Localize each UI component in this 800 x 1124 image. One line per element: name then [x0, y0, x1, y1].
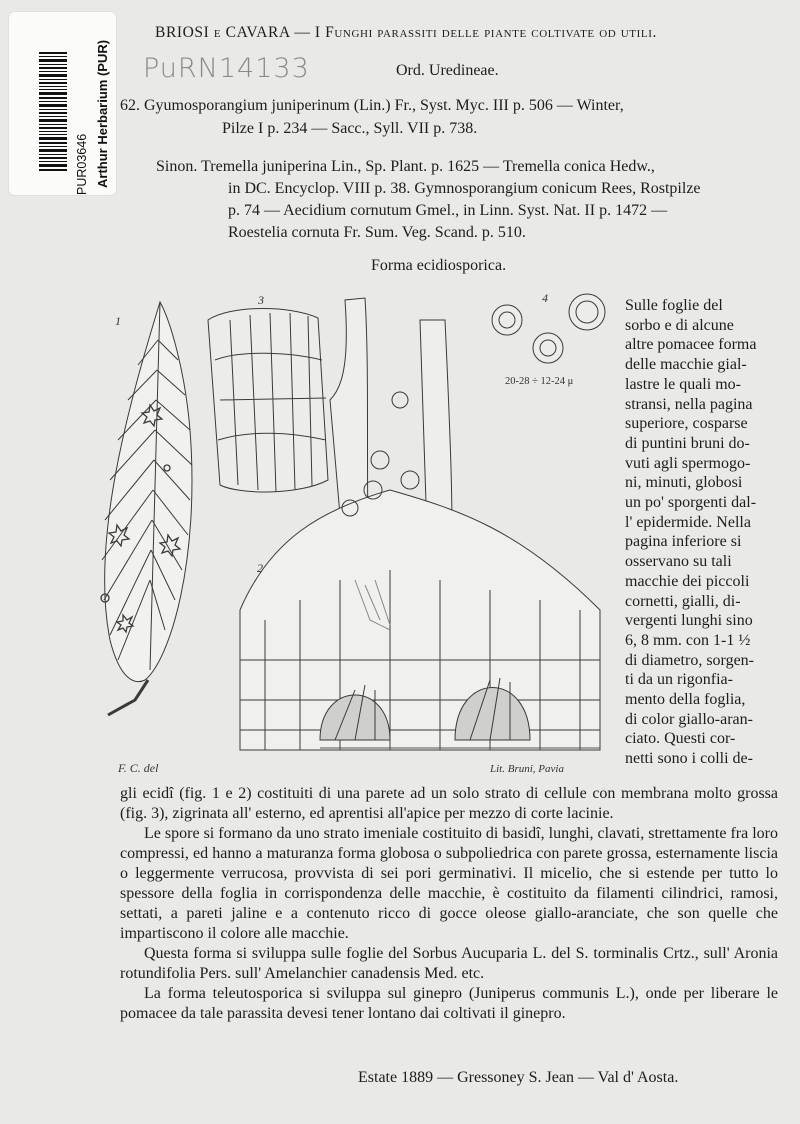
side-line: ni, minuti, globosi [625, 474, 743, 492]
side-line: mento della foglia, [625, 691, 746, 709]
artist-credit: F. C. del [118, 761, 159, 775]
side-line: l' epidermide. Nella [625, 513, 751, 531]
side-line: un po' sporgenti dal- [625, 494, 757, 512]
entry-number: 62. [120, 97, 140, 114]
body-text [120, 784, 778, 1024]
side-line: delle macchie gial- [625, 356, 747, 374]
running-title-text: BRIOSI e CAVARA — I Funghi parassiti delle piante coltivate od utili. [155, 24, 657, 41]
side-line: altre pomacee forma [625, 336, 757, 354]
barcode [39, 52, 67, 172]
species-entry-line-1 [120, 97, 624, 115]
lithographer-credit: Lit. Bruni, Pavia [490, 763, 564, 775]
synonym-line: p. 74 — Aecidium cornutum Gmel., in Linn. Syst. Nat. II p. 1472 — [228, 202, 668, 219]
side-line: cornetti, gialli, di- [625, 592, 741, 610]
synonym-line: Roestelia cornuta Fr. Sum. Veg. Scand. p. 510. [228, 224, 526, 241]
figure-label: 2 [257, 561, 263, 575]
handwritten-accession: PuRN14133 [143, 53, 310, 84]
body-paragraph: Le spore si formano da uno strato imeniale costituito di basidî, lunghi, clavati, strettamente fra loro compressi, ed hanno a maturanza forma globosa o subpoliedrica con parete grossa, esternamente liscia o leggermente verrucosa, provvista di sei pori germinativi. Il micelio, che si estende per tutto lo spessore della foglia in corrispondenza delle macchie, è costituito da filamenti cilindrici, ramosi, settati, a pareti jaline e a contenuto ricco di gocce oleose giallo-aranciate, che son quelle che impartiscono il colore alle macchie. [120, 825, 778, 942]
side-line: di diametro, sorgen- [625, 651, 755, 669]
side-line: macchie dei piccoli [625, 572, 750, 590]
side-column [625, 296, 781, 769]
section-title: Forma ecidiosporica. [371, 257, 507, 274]
side-line: ti da un rigonfia- [625, 671, 733, 689]
illustration-plate [90, 280, 620, 790]
running-title [155, 24, 657, 42]
side-line: 6, 8 mm. con 1-1 ½ [625, 631, 751, 649]
side-line: vergenti lunghi sino [625, 612, 753, 630]
side-line: di color giallo-aran- [625, 710, 753, 728]
body-paragraph: La forma teleutosporica si sviluppa sul ginepro (Juniperus communis L.), onde per liberare le pomacee da tale parassita devesi tener lontano dai coltivati il ginepro. [120, 985, 778, 1022]
entry-line-1: Gyumosporangium juniperinum (Lin.) Fr., Syst. Myc. III p. 506 — Winter, [144, 97, 624, 114]
herbarium-name: Arthur Herbarium (PUR) [95, 39, 110, 188]
figure-label: 1 [115, 314, 121, 328]
side-line: lastre le quali mo- [625, 375, 741, 393]
side-line: stransi, nella pagina [625, 395, 753, 413]
herbarium-barcode-number: PUR03646 [75, 133, 89, 195]
synonym-line: in DC. Encyclop. VIII p. 38. Gymnosporangium conicum Rees, Rostpilze [228, 180, 701, 197]
spore-drawing [492, 294, 605, 363]
figure-scale: 20-28 ÷ 12-24 μ [505, 376, 574, 387]
cell-wall-drawing [208, 308, 328, 492]
body-paragraph: Questa forma si sviluppa sulle foglie del Sorbus Aucuparia L. del S. torminalis Crtz., sull' Aronia rotundifolia Pers. sull' Amelanchier canadensis Med. etc. [120, 945, 778, 982]
side-line: sorbo e di alcune [625, 316, 734, 334]
side-line: netti sono i colli de- [625, 750, 753, 768]
order-title: Ord. Uredineae. [396, 62, 499, 79]
side-line: vuti agli spermogo- [625, 454, 751, 472]
collection-footer: Estate 1889 — Gressoney S. Jean — Val d' Aosta. [358, 1069, 679, 1086]
side-line: pagina inferiore si [625, 533, 742, 551]
side-line: Sulle foglie del [625, 297, 723, 314]
leaf-drawing [101, 302, 192, 715]
herbarium-label [9, 12, 116, 195]
entry-line-2: Pilze I p. 234 — Sacc., Syll. VII p. 738. [222, 120, 478, 137]
side-line: ciato. Questi cor- [625, 730, 736, 748]
figure-label: 3 [258, 293, 264, 307]
side-line: di puntini bruni do- [625, 434, 750, 452]
side-line: superiore, cosparse [625, 415, 748, 433]
figure-label: 4 [542, 291, 548, 305]
body-paragraph: gli ecidî (fig. 1 e 2) costituiti di una parete ad un solo strato di cellule con membrana molto grossa (fig. 3), zigrinata all' esterno, ed aprentisi all'apice per mezzo di corte lacinie. [120, 785, 778, 822]
synonym-line: Sinon. Tremella juniperina Lin., Sp. Plant. p. 1625 — Tremella conica Hedw., [156, 158, 655, 175]
side-line: osservano su tali [625, 553, 732, 571]
